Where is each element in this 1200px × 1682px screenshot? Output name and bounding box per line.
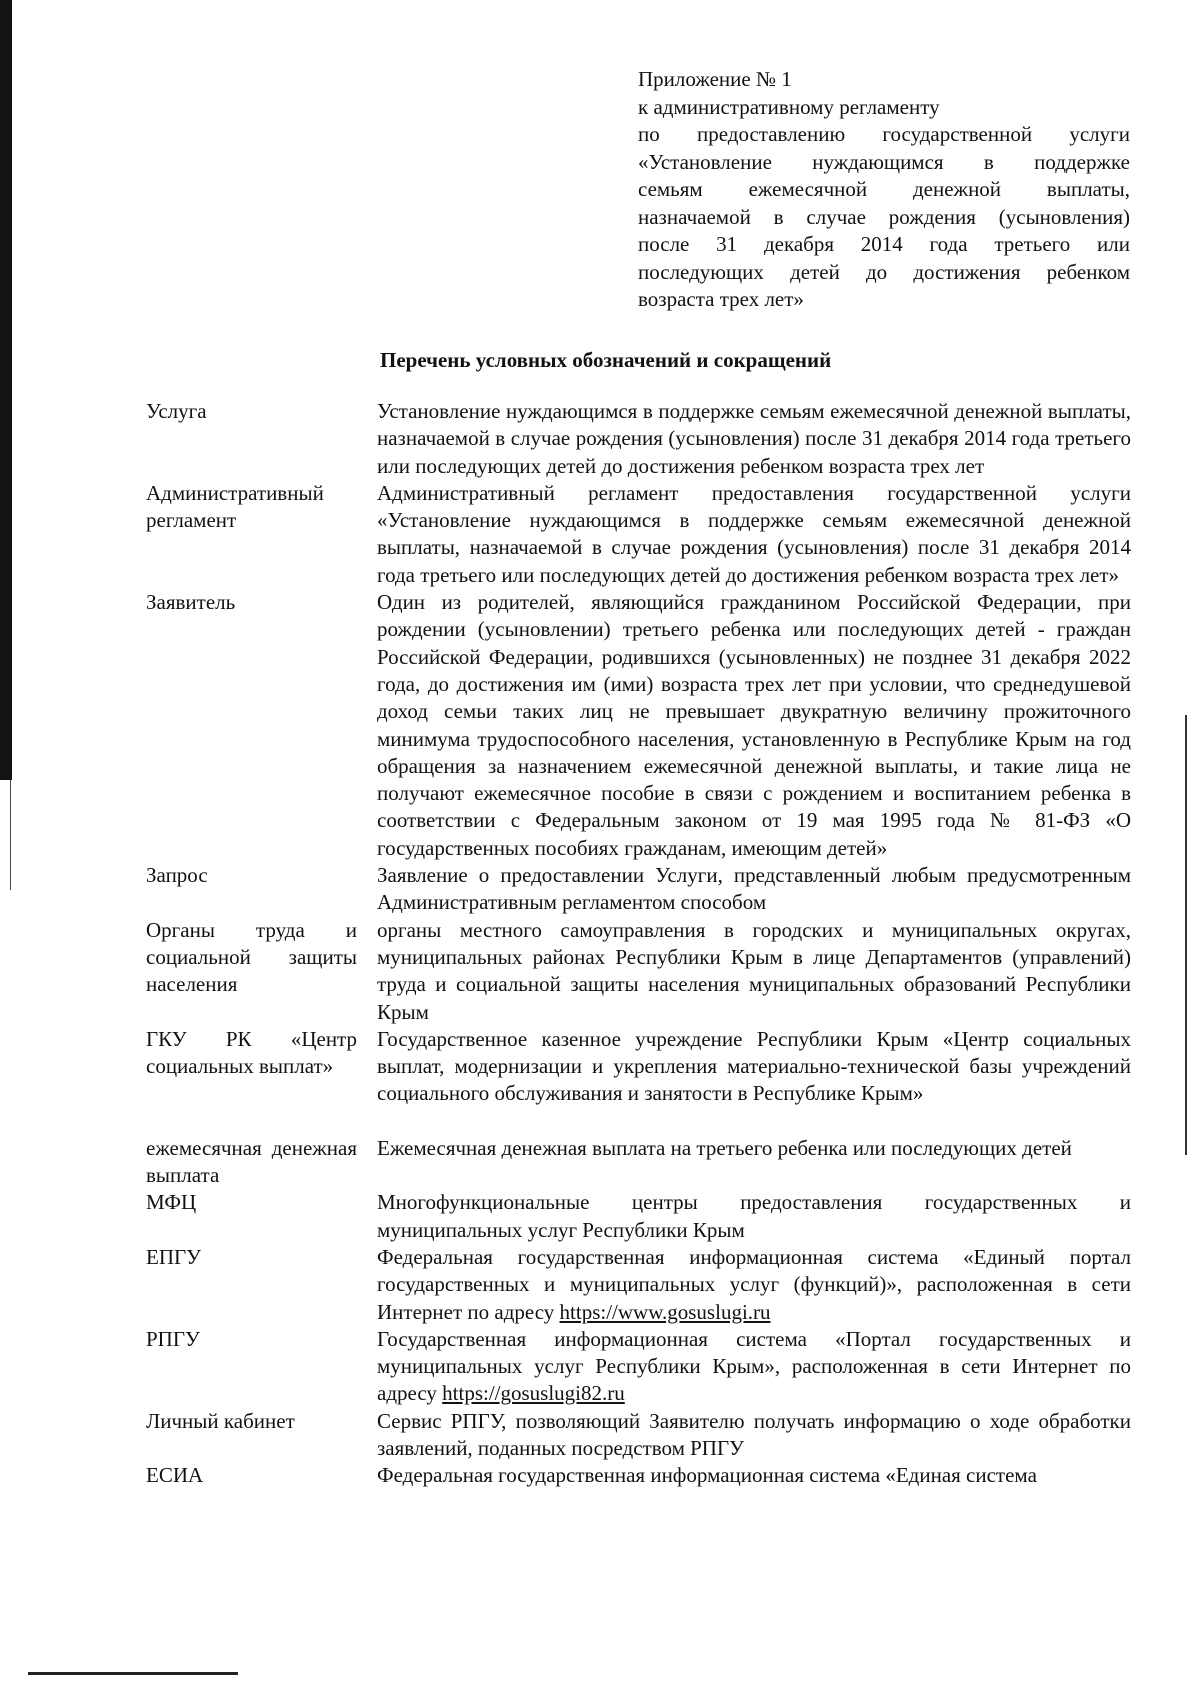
abbreviation-definition: Сервис РПГУ, позволяющий Заявителю получать информацию о ходе обработки заявлений, поданных посредством РПГУ: [377, 1408, 1131, 1460]
abbreviation-term: ЕСИА: [146, 1463, 204, 1488]
abbreviation-row: [146, 917, 1131, 1026]
abbreviation-term: Административный регламент: [146, 480, 324, 533]
header-line: Приложение № 1: [638, 67, 792, 91]
header-line: семьям ежемесячной денежной выплаты,: [638, 177, 1130, 201]
abbreviation-row: [146, 1189, 1131, 1244]
abbreviation-term: Органы труда и социальной защиты населения: [146, 917, 357, 997]
abbreviation-row: [146, 398, 1131, 480]
abbreviation-row: [146, 862, 1131, 917]
abbreviation-term: МФЦ: [146, 1190, 197, 1215]
abbreviation-definition: Многофункциональные центры предоставления государственных и муниципальных услуг Республики Крым: [377, 1190, 1131, 1242]
abbreviation-definition: Ежемесячная денежная выплата на третьего ребенка или последующих детей: [377, 1135, 1072, 1160]
scan-edge-artifact: [0, 0, 12, 780]
header-line: к административному регламенту: [638, 94, 940, 119]
abbreviation-definition: Установление нуждающимся в поддержке семьям ежемесячной денежной выплаты, назначаемой в случае рождения (усыновления) после 31 декабря 2014 года третьего или последующих детей до достижения ребенком возраста трех лет: [377, 399, 1131, 478]
abbreviation-term: ЕПГУ: [146, 1244, 202, 1269]
abbreviation-definition: Один из родителей, являющийся гражданином Российской Федерации, при рождении (усыновлении) третьего ребенка или последующих детей - граждан Российской Федерации, родившихся (усыновленных) не позднее 31 декабря 2022 года, до достижения им (ими) возраста трех лет при условии, что среднедушевой доход семьи таких лиц не превышает двукратную величину прожиточного минимума трудоспособного населения, установленную в Республике Крым на год обращения за назначением ежемесячной денежной выплаты, и такие лица не получают ежемесячное пособие в связи с рождением и воспитанием ребенка в соответствии с Федеральным законом от 19 мая 1995 года № 81-ФЗ «О государственных пособиях гражданам, имеющим детей»: [377, 590, 1131, 860]
page-title: Перечень условных обозначений и сокращений: [380, 348, 832, 372]
abbreviation-definition: [377, 1326, 1131, 1408]
abbreviation-term: ежемесячная денежная выплата: [146, 1135, 357, 1188]
abbreviation-row: [146, 1462, 1131, 1489]
header-line: по предоставлению государственной услуги: [638, 122, 1130, 146]
abbreviation-row: [146, 1326, 1131, 1408]
abbreviation-term: Личный кабинет: [146, 1408, 295, 1433]
scan-bottom-artifact: [28, 1672, 238, 1675]
abbreviation-list: [146, 398, 1131, 1490]
abbreviation-definition: Административный регламент предоставления государственной услуги «Установление нуждающимся в поддержке семьям ежемесячной денежной выплаты, назначаемой в случае рождения (усыновления) после 31 декабря 2014 года третьего или последующих детей до достижения ребенком возраста трех лет»: [377, 480, 1131, 587]
abbreviation-definition: [377, 1244, 1131, 1326]
abbreviation-term: Услуга: [146, 399, 207, 423]
scan-edge-artifact: [10, 780, 11, 890]
header-line: последующих детей до достижения ребенком: [638, 259, 1130, 284]
abbreviation-definition: Заявление о предоставлении Услуги, представленный любым предусмотренным Административным регламентом способом: [377, 863, 1131, 915]
definition-text: Государственная информационная система «Портал государственных и муниципальных услуг Республики Крым», расположенная в сети Интернет по адресу: [377, 1326, 1131, 1406]
abbreviation-term: РПГУ: [146, 1326, 200, 1351]
abbreviation-row: [146, 589, 1131, 862]
header-line: назначаемой в случае рождения (усыновления): [638, 204, 1130, 229]
gosuslugi-link[interactable]: https://www.gosuslugi.ru: [559, 1299, 771, 1324]
abbreviation-term: Запрос: [146, 863, 208, 888]
abbreviation-term: Заявитель: [146, 590, 236, 615]
abbreviation-row: [146, 1408, 1131, 1463]
abbreviation-row: [146, 480, 1131, 589]
scan-edge-artifact: [1185, 715, 1187, 1155]
header-line: возраста трех лет»: [638, 287, 804, 311]
abbreviation-term: ГКУ РК «Центр социальных выплат»: [146, 1026, 357, 1079]
abbreviation-definition: органы местного самоуправления в городских и муниципальных округах, муниципальных районах Республики Крым в лице Департаментов (управлений) труда и социальной защиты населения муниципальных образований Республики Крым: [377, 917, 1131, 1024]
appendix-header: [638, 66, 1130, 314]
abbreviation-row: [146, 1244, 1131, 1326]
abbreviation-row: [146, 1135, 1131, 1190]
abbreviation-definition: Федеральная государственная информационная система «Единая система: [377, 1463, 1037, 1488]
abbreviation-definition: Государственное казенное учреждение Республики Крым «Центр социальных выплат, модернизации и укрепления материально-технической базы учреждений социального обслуживания и занятости в Республике Крым»: [377, 1026, 1131, 1106]
header-line: после 31 декабря 2014 года третьего или: [638, 232, 1130, 256]
definition-text: Федеральная государственная информационная система «Единый портал государственных и муниципальных услуг (функций)», расположенная в сети Интернет по адресу: [377, 1244, 1131, 1324]
gosuslugi82-link[interactable]: https://gosuslugi82.ru: [442, 1381, 625, 1406]
abbreviation-row: [146, 1026, 1131, 1108]
header-line: «Установление нуждающимся в поддержке: [638, 149, 1130, 174]
